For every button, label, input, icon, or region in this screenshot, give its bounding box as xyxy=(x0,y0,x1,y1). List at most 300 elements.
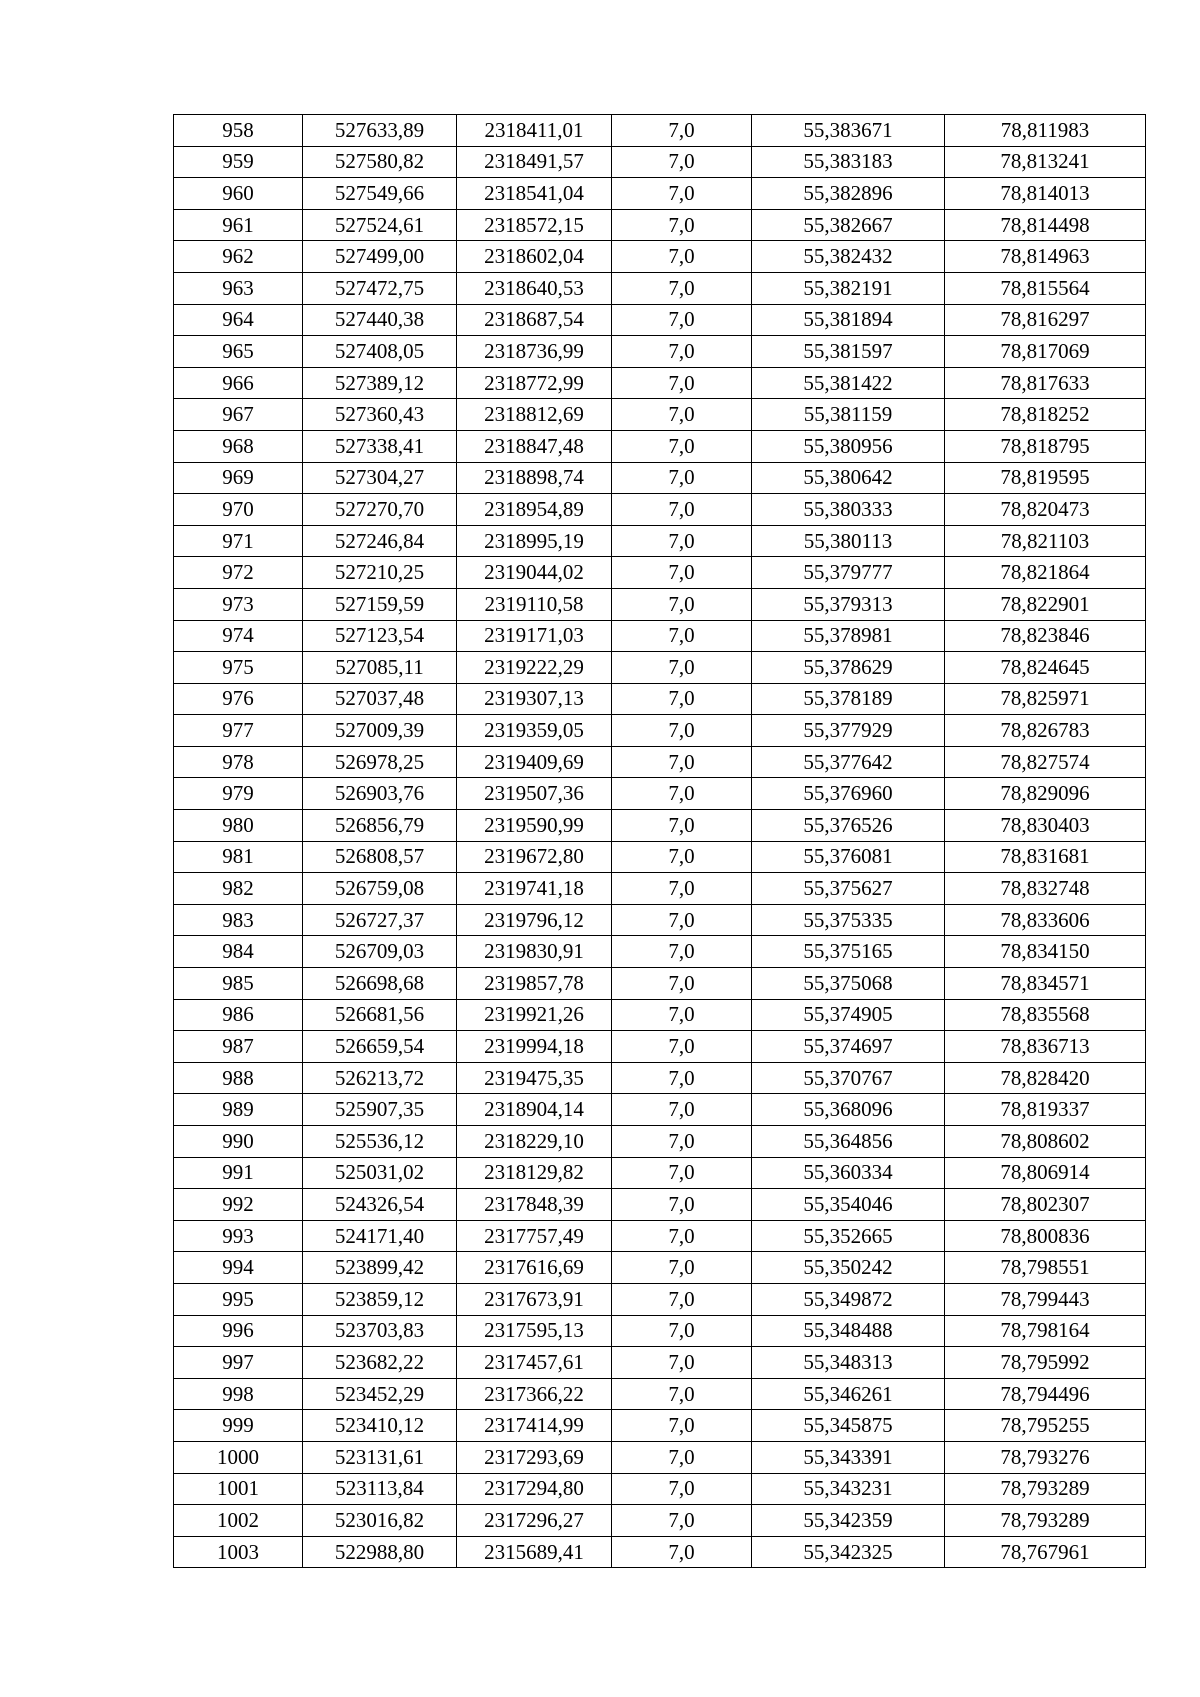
y-coordinate-cell: 2319741,18 xyxy=(457,873,612,905)
y-coordinate-cell: 2317757,49 xyxy=(457,1220,612,1252)
latitude-cell: 55,374697 xyxy=(752,1031,945,1063)
x-coordinate-cell: 523410,12 xyxy=(303,1410,457,1442)
point-number-cell: 977 xyxy=(174,715,303,747)
longitude-cell: 78,818252 xyxy=(945,399,1146,431)
latitude-cell: 55,342359 xyxy=(752,1505,945,1537)
longitude-cell: 78,820473 xyxy=(945,494,1146,526)
table-row xyxy=(174,1473,1146,1505)
y-coordinate-cell: 2319475,35 xyxy=(457,1062,612,1094)
x-coordinate-cell: 527246,84 xyxy=(303,525,457,557)
x-coordinate-cell: 524326,54 xyxy=(303,1189,457,1221)
latitude-cell: 55,349872 xyxy=(752,1283,945,1315)
table-row xyxy=(174,1031,1146,1063)
y-coordinate-cell: 2318687,54 xyxy=(457,304,612,336)
table-row xyxy=(174,968,1146,1000)
longitude-cell: 78,814013 xyxy=(945,178,1146,210)
latitude-cell: 55,360334 xyxy=(752,1157,945,1189)
x-coordinate-cell: 527499,00 xyxy=(303,241,457,273)
point-number-cell: 962 xyxy=(174,241,303,273)
x-coordinate-cell: 523703,83 xyxy=(303,1315,457,1347)
point-number-cell: 967 xyxy=(174,399,303,431)
value-cell: 7,0 xyxy=(612,146,752,178)
longitude-cell: 78,834150 xyxy=(945,936,1146,968)
x-coordinate-cell: 526727,37 xyxy=(303,904,457,936)
point-number-cell: 971 xyxy=(174,525,303,557)
longitude-cell: 78,813241 xyxy=(945,146,1146,178)
y-coordinate-cell: 2318640,53 xyxy=(457,272,612,304)
table-row xyxy=(174,841,1146,873)
value-cell: 7,0 xyxy=(612,841,752,873)
longitude-cell: 78,818795 xyxy=(945,430,1146,462)
latitude-cell: 55,383183 xyxy=(752,146,945,178)
x-coordinate-cell: 526856,79 xyxy=(303,810,457,842)
table-row xyxy=(174,178,1146,210)
latitude-cell: 55,345875 xyxy=(752,1410,945,1442)
y-coordinate-cell: 2318572,15 xyxy=(457,209,612,241)
point-number-cell: 968 xyxy=(174,430,303,462)
table-row xyxy=(174,652,1146,684)
x-coordinate-cell: 527360,43 xyxy=(303,399,457,431)
latitude-cell: 55,379313 xyxy=(752,588,945,620)
latitude-cell: 55,381422 xyxy=(752,367,945,399)
longitude-cell: 78,828420 xyxy=(945,1062,1146,1094)
point-number-cell: 961 xyxy=(174,209,303,241)
x-coordinate-cell: 527549,66 xyxy=(303,178,457,210)
x-coordinate-cell: 523131,61 xyxy=(303,1441,457,1473)
point-number-cell: 987 xyxy=(174,1031,303,1063)
y-coordinate-cell: 2318847,48 xyxy=(457,430,612,462)
x-coordinate-cell: 527037,48 xyxy=(303,683,457,715)
table-row xyxy=(174,1347,1146,1379)
longitude-cell: 78,814963 xyxy=(945,241,1146,273)
coordinates-table xyxy=(173,114,1146,1568)
y-coordinate-cell: 2315689,41 xyxy=(457,1536,612,1568)
longitude-cell: 78,815564 xyxy=(945,272,1146,304)
coordinates-table-body xyxy=(174,115,1146,1568)
table-row xyxy=(174,999,1146,1031)
point-number-cell: 958 xyxy=(174,115,303,147)
value-cell: 7,0 xyxy=(612,968,752,1000)
y-coordinate-cell: 2318954,89 xyxy=(457,494,612,526)
x-coordinate-cell: 523113,84 xyxy=(303,1473,457,1505)
value-cell: 7,0 xyxy=(612,683,752,715)
value-cell: 7,0 xyxy=(612,810,752,842)
value-cell: 7,0 xyxy=(612,999,752,1031)
latitude-cell: 55,377642 xyxy=(752,746,945,778)
value-cell: 7,0 xyxy=(612,272,752,304)
y-coordinate-cell: 2318772,99 xyxy=(457,367,612,399)
x-coordinate-cell: 524171,40 xyxy=(303,1220,457,1252)
latitude-cell: 55,375335 xyxy=(752,904,945,936)
longitude-cell: 78,795255 xyxy=(945,1410,1146,1442)
y-coordinate-cell: 2318491,57 xyxy=(457,146,612,178)
y-coordinate-cell: 2318411,01 xyxy=(457,115,612,147)
table-row xyxy=(174,241,1146,273)
value-cell: 7,0 xyxy=(612,525,752,557)
x-coordinate-cell: 527338,41 xyxy=(303,430,457,462)
longitude-cell: 78,832748 xyxy=(945,873,1146,905)
point-number-cell: 976 xyxy=(174,683,303,715)
longitude-cell: 78,793276 xyxy=(945,1441,1146,1473)
x-coordinate-cell: 527085,11 xyxy=(303,652,457,684)
x-coordinate-cell: 523452,29 xyxy=(303,1378,457,1410)
point-number-cell: 975 xyxy=(174,652,303,684)
latitude-cell: 55,383671 xyxy=(752,115,945,147)
table-row xyxy=(174,430,1146,462)
value-cell: 7,0 xyxy=(612,1505,752,1537)
latitude-cell: 55,364856 xyxy=(752,1126,945,1158)
table-row xyxy=(174,115,1146,147)
y-coordinate-cell: 2317414,99 xyxy=(457,1410,612,1442)
x-coordinate-cell: 527304,27 xyxy=(303,462,457,494)
point-number-cell: 985 xyxy=(174,968,303,1000)
point-number-cell: 998 xyxy=(174,1378,303,1410)
x-coordinate-cell: 527580,82 xyxy=(303,146,457,178)
table-row xyxy=(174,1315,1146,1347)
table-row xyxy=(174,1410,1146,1442)
y-coordinate-cell: 2319672,80 xyxy=(457,841,612,873)
table-row xyxy=(174,462,1146,494)
x-coordinate-cell: 527472,75 xyxy=(303,272,457,304)
point-number-cell: 1001 xyxy=(174,1473,303,1505)
y-coordinate-cell: 2319857,78 xyxy=(457,968,612,1000)
x-coordinate-cell: 527009,39 xyxy=(303,715,457,747)
table-row xyxy=(174,588,1146,620)
value-cell: 7,0 xyxy=(612,1473,752,1505)
value-cell: 7,0 xyxy=(612,1441,752,1473)
longitude-cell: 78,831681 xyxy=(945,841,1146,873)
table-row xyxy=(174,494,1146,526)
y-coordinate-cell: 2319307,13 xyxy=(457,683,612,715)
latitude-cell: 55,379777 xyxy=(752,557,945,589)
latitude-cell: 55,378189 xyxy=(752,683,945,715)
latitude-cell: 55,376081 xyxy=(752,841,945,873)
longitude-cell: 78,835568 xyxy=(945,999,1146,1031)
table-row xyxy=(174,1252,1146,1284)
value-cell: 7,0 xyxy=(612,652,752,684)
value-cell: 7,0 xyxy=(612,557,752,589)
y-coordinate-cell: 2319507,36 xyxy=(457,778,612,810)
y-coordinate-cell: 2317595,13 xyxy=(457,1315,612,1347)
longitude-cell: 78,823846 xyxy=(945,620,1146,652)
x-coordinate-cell: 525536,12 xyxy=(303,1126,457,1158)
longitude-cell: 78,819337 xyxy=(945,1094,1146,1126)
longitude-cell: 78,817633 xyxy=(945,367,1146,399)
longitude-cell: 78,806914 xyxy=(945,1157,1146,1189)
point-number-cell: 989 xyxy=(174,1094,303,1126)
latitude-cell: 55,382667 xyxy=(752,209,945,241)
latitude-cell: 55,378629 xyxy=(752,652,945,684)
longitude-cell: 78,793289 xyxy=(945,1473,1146,1505)
longitude-cell: 78,794496 xyxy=(945,1378,1146,1410)
point-number-cell: 992 xyxy=(174,1189,303,1221)
point-number-cell: 984 xyxy=(174,936,303,968)
longitude-cell: 78,800836 xyxy=(945,1220,1146,1252)
point-number-cell: 981 xyxy=(174,841,303,873)
x-coordinate-cell: 526659,54 xyxy=(303,1031,457,1063)
point-number-cell: 986 xyxy=(174,999,303,1031)
value-cell: 7,0 xyxy=(612,336,752,368)
y-coordinate-cell: 2317673,91 xyxy=(457,1283,612,1315)
y-coordinate-cell: 2319171,03 xyxy=(457,620,612,652)
x-coordinate-cell: 525907,35 xyxy=(303,1094,457,1126)
longitude-cell: 78,808602 xyxy=(945,1126,1146,1158)
x-coordinate-cell: 527389,12 xyxy=(303,367,457,399)
point-number-cell: 965 xyxy=(174,336,303,368)
latitude-cell: 55,374905 xyxy=(752,999,945,1031)
latitude-cell: 55,354046 xyxy=(752,1189,945,1221)
latitude-cell: 55,368096 xyxy=(752,1094,945,1126)
value-cell: 7,0 xyxy=(612,778,752,810)
longitude-cell: 78,834571 xyxy=(945,968,1146,1000)
x-coordinate-cell: 526903,76 xyxy=(303,778,457,810)
latitude-cell: 55,375068 xyxy=(752,968,945,1000)
point-number-cell: 999 xyxy=(174,1410,303,1442)
y-coordinate-cell: 2317848,39 xyxy=(457,1189,612,1221)
x-coordinate-cell: 526759,08 xyxy=(303,873,457,905)
x-coordinate-cell: 526808,57 xyxy=(303,841,457,873)
table-row xyxy=(174,1062,1146,1094)
value-cell: 7,0 xyxy=(612,588,752,620)
point-number-cell: 979 xyxy=(174,778,303,810)
point-number-cell: 990 xyxy=(174,1126,303,1158)
longitude-cell: 78,825971 xyxy=(945,683,1146,715)
value-cell: 7,0 xyxy=(612,873,752,905)
value-cell: 7,0 xyxy=(612,1410,752,1442)
value-cell: 7,0 xyxy=(612,1189,752,1221)
table-row xyxy=(174,557,1146,589)
table-row xyxy=(174,1094,1146,1126)
longitude-cell: 78,822901 xyxy=(945,588,1146,620)
x-coordinate-cell: 527210,25 xyxy=(303,557,457,589)
x-coordinate-cell: 523682,22 xyxy=(303,1347,457,1379)
latitude-cell: 55,382896 xyxy=(752,178,945,210)
table-row xyxy=(174,525,1146,557)
value-cell: 7,0 xyxy=(612,746,752,778)
y-coordinate-cell: 2318898,74 xyxy=(457,462,612,494)
y-coordinate-cell: 2317457,61 xyxy=(457,1347,612,1379)
longitude-cell: 78,830403 xyxy=(945,810,1146,842)
point-number-cell: 973 xyxy=(174,588,303,620)
y-coordinate-cell: 2318904,14 xyxy=(457,1094,612,1126)
point-number-cell: 996 xyxy=(174,1315,303,1347)
latitude-cell: 55,381894 xyxy=(752,304,945,336)
table-row xyxy=(174,620,1146,652)
value-cell: 7,0 xyxy=(612,715,752,747)
table-row xyxy=(174,209,1146,241)
table-row xyxy=(174,1283,1146,1315)
x-coordinate-cell: 526978,25 xyxy=(303,746,457,778)
y-coordinate-cell: 2318129,82 xyxy=(457,1157,612,1189)
latitude-cell: 55,346261 xyxy=(752,1378,945,1410)
x-coordinate-cell: 527408,05 xyxy=(303,336,457,368)
x-coordinate-cell: 527440,38 xyxy=(303,304,457,336)
value-cell: 7,0 xyxy=(612,209,752,241)
longitude-cell: 78,819595 xyxy=(945,462,1146,494)
latitude-cell: 55,377929 xyxy=(752,715,945,747)
longitude-cell: 78,824645 xyxy=(945,652,1146,684)
value-cell: 7,0 xyxy=(612,1094,752,1126)
value-cell: 7,0 xyxy=(612,1536,752,1568)
value-cell: 7,0 xyxy=(612,462,752,494)
x-coordinate-cell: 525031,02 xyxy=(303,1157,457,1189)
point-number-cell: 982 xyxy=(174,873,303,905)
value-cell: 7,0 xyxy=(612,1315,752,1347)
point-number-cell: 980 xyxy=(174,810,303,842)
y-coordinate-cell: 2317366,22 xyxy=(457,1378,612,1410)
y-coordinate-cell: 2318736,99 xyxy=(457,336,612,368)
point-number-cell: 993 xyxy=(174,1220,303,1252)
x-coordinate-cell: 526213,72 xyxy=(303,1062,457,1094)
table-row xyxy=(174,715,1146,747)
table-row xyxy=(174,399,1146,431)
y-coordinate-cell: 2318602,04 xyxy=(457,241,612,273)
y-coordinate-cell: 2319994,18 xyxy=(457,1031,612,1063)
point-number-cell: 972 xyxy=(174,557,303,589)
value-cell: 7,0 xyxy=(612,1031,752,1063)
latitude-cell: 55,352665 xyxy=(752,1220,945,1252)
longitude-cell: 78,826783 xyxy=(945,715,1146,747)
latitude-cell: 55,382191 xyxy=(752,272,945,304)
longitude-cell: 78,829096 xyxy=(945,778,1146,810)
point-number-cell: 974 xyxy=(174,620,303,652)
table-row xyxy=(174,683,1146,715)
y-coordinate-cell: 2318812,69 xyxy=(457,399,612,431)
point-number-cell: 991 xyxy=(174,1157,303,1189)
table-row xyxy=(174,1441,1146,1473)
table-row xyxy=(174,1189,1146,1221)
table-row xyxy=(174,1536,1146,1568)
value-cell: 7,0 xyxy=(612,367,752,399)
y-coordinate-cell: 2318229,10 xyxy=(457,1126,612,1158)
latitude-cell: 55,381597 xyxy=(752,336,945,368)
longitude-cell: 78,802307 xyxy=(945,1189,1146,1221)
latitude-cell: 55,350242 xyxy=(752,1252,945,1284)
point-number-cell: 959 xyxy=(174,146,303,178)
y-coordinate-cell: 2319590,99 xyxy=(457,810,612,842)
table-row xyxy=(174,1378,1146,1410)
longitude-cell: 78,827574 xyxy=(945,746,1146,778)
latitude-cell: 55,380113 xyxy=(752,525,945,557)
table-row xyxy=(174,746,1146,778)
point-number-cell: 963 xyxy=(174,272,303,304)
y-coordinate-cell: 2319796,12 xyxy=(457,904,612,936)
value-cell: 7,0 xyxy=(612,1126,752,1158)
table-row xyxy=(174,873,1146,905)
table-row xyxy=(174,778,1146,810)
point-number-cell: 978 xyxy=(174,746,303,778)
longitude-cell: 78,821864 xyxy=(945,557,1146,589)
table-row xyxy=(174,810,1146,842)
latitude-cell: 55,378981 xyxy=(752,620,945,652)
latitude-cell: 55,380956 xyxy=(752,430,945,462)
latitude-cell: 55,375627 xyxy=(752,873,945,905)
y-coordinate-cell: 2319359,05 xyxy=(457,715,612,747)
latitude-cell: 55,376526 xyxy=(752,810,945,842)
table-row xyxy=(174,146,1146,178)
latitude-cell: 55,348313 xyxy=(752,1347,945,1379)
longitude-cell: 78,833606 xyxy=(945,904,1146,936)
table-row xyxy=(174,936,1146,968)
y-coordinate-cell: 2317616,69 xyxy=(457,1252,612,1284)
latitude-cell: 55,343231 xyxy=(752,1473,945,1505)
value-cell: 7,0 xyxy=(612,241,752,273)
x-coordinate-cell: 527633,89 xyxy=(303,115,457,147)
point-number-cell: 1003 xyxy=(174,1536,303,1568)
x-coordinate-cell: 523899,42 xyxy=(303,1252,457,1284)
table-row xyxy=(174,272,1146,304)
y-coordinate-cell: 2318995,19 xyxy=(457,525,612,557)
point-number-cell: 964 xyxy=(174,304,303,336)
latitude-cell: 55,348488 xyxy=(752,1315,945,1347)
point-number-cell: 983 xyxy=(174,904,303,936)
longitude-cell: 78,821103 xyxy=(945,525,1146,557)
x-coordinate-cell: 527524,61 xyxy=(303,209,457,241)
x-coordinate-cell: 527270,70 xyxy=(303,494,457,526)
value-cell: 7,0 xyxy=(612,1283,752,1315)
table-row xyxy=(174,367,1146,399)
x-coordinate-cell: 526681,56 xyxy=(303,999,457,1031)
latitude-cell: 55,342325 xyxy=(752,1536,945,1568)
latitude-cell: 55,381159 xyxy=(752,399,945,431)
point-number-cell: 988 xyxy=(174,1062,303,1094)
value-cell: 7,0 xyxy=(612,304,752,336)
longitude-cell: 78,767961 xyxy=(945,1536,1146,1568)
y-coordinate-cell: 2317293,69 xyxy=(457,1441,612,1473)
point-number-cell: 1000 xyxy=(174,1441,303,1473)
table-row xyxy=(174,1157,1146,1189)
x-coordinate-cell: 526698,68 xyxy=(303,968,457,1000)
value-cell: 7,0 xyxy=(612,178,752,210)
table-row xyxy=(174,304,1146,336)
point-number-cell: 995 xyxy=(174,1283,303,1315)
value-cell: 7,0 xyxy=(612,1347,752,1379)
longitude-cell: 78,798164 xyxy=(945,1315,1146,1347)
value-cell: 7,0 xyxy=(612,1252,752,1284)
latitude-cell: 55,382432 xyxy=(752,241,945,273)
y-coordinate-cell: 2319409,69 xyxy=(457,746,612,778)
point-number-cell: 969 xyxy=(174,462,303,494)
value-cell: 7,0 xyxy=(612,1378,752,1410)
point-number-cell: 994 xyxy=(174,1252,303,1284)
latitude-cell: 55,370767 xyxy=(752,1062,945,1094)
table-row xyxy=(174,1505,1146,1537)
y-coordinate-cell: 2317296,27 xyxy=(457,1505,612,1537)
longitude-cell: 78,793289 xyxy=(945,1505,1146,1537)
x-coordinate-cell: 522988,80 xyxy=(303,1536,457,1568)
longitude-cell: 78,814498 xyxy=(945,209,1146,241)
table-row xyxy=(174,904,1146,936)
point-number-cell: 997 xyxy=(174,1347,303,1379)
y-coordinate-cell: 2319830,91 xyxy=(457,936,612,968)
x-coordinate-cell: 527159,59 xyxy=(303,588,457,620)
y-coordinate-cell: 2319921,26 xyxy=(457,999,612,1031)
latitude-cell: 55,375165 xyxy=(752,936,945,968)
longitude-cell: 78,816297 xyxy=(945,304,1146,336)
longitude-cell: 78,795992 xyxy=(945,1347,1146,1379)
y-coordinate-cell: 2319044,02 xyxy=(457,557,612,589)
longitude-cell: 78,811983 xyxy=(945,115,1146,147)
longitude-cell: 78,836713 xyxy=(945,1031,1146,1063)
value-cell: 7,0 xyxy=(612,1220,752,1252)
point-number-cell: 970 xyxy=(174,494,303,526)
x-coordinate-cell: 523859,12 xyxy=(303,1283,457,1315)
table-row xyxy=(174,336,1146,368)
table-row xyxy=(174,1220,1146,1252)
y-coordinate-cell: 2319110,58 xyxy=(457,588,612,620)
value-cell: 7,0 xyxy=(612,1157,752,1189)
x-coordinate-cell: 526709,03 xyxy=(303,936,457,968)
